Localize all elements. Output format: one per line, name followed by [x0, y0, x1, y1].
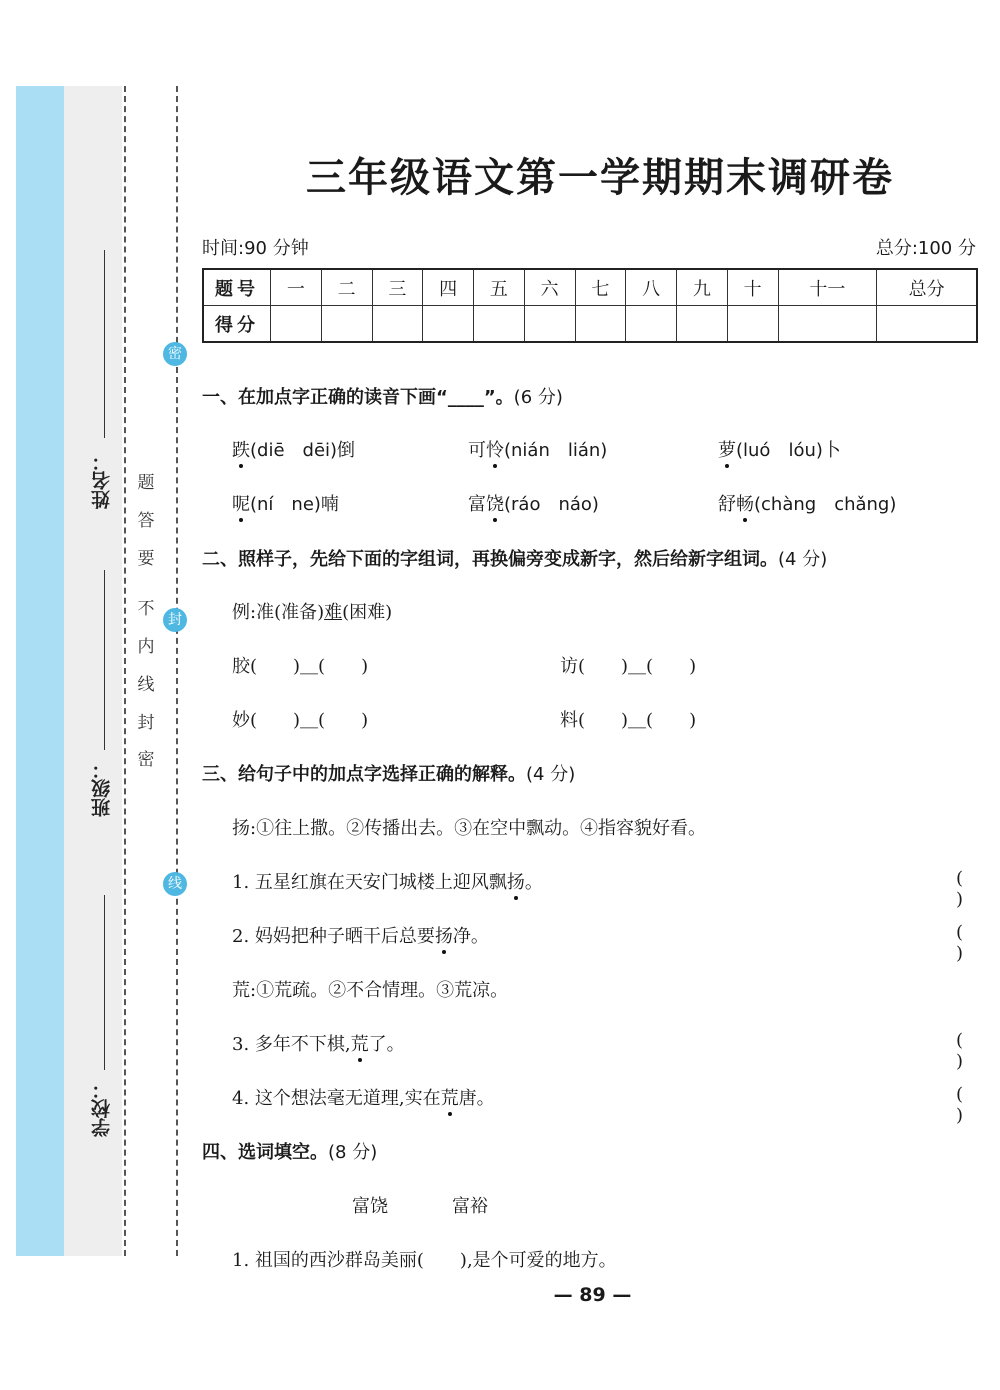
- dotted-char: 饶: [486, 494, 504, 515]
- score-cell[interactable]: [423, 306, 474, 343]
- name-blank: [104, 250, 105, 438]
- word-item[interactable]: 胶( )＿( ): [232, 656, 369, 677]
- column-head: 五: [474, 269, 525, 306]
- column-head: 十一: [778, 269, 877, 306]
- column-head: 六: [524, 269, 575, 306]
- column-head: 一: [271, 269, 322, 306]
- section-1-heading: [202, 383, 563, 409]
- class-label: 班级：: [91, 760, 113, 817]
- column-head: 三: [372, 269, 423, 306]
- section-points: (4 分): [526, 764, 576, 785]
- class-blank: [104, 570, 105, 750]
- answer-paren[interactable]: ( ): [956, 922, 976, 964]
- score-cell[interactable]: [372, 306, 423, 343]
- seal-word: 不: [137, 599, 155, 619]
- question[interactable]: 1. 祖国的西沙群岛美丽( ),是个可爱的地方。: [232, 1250, 617, 1271]
- column-head: 九: [677, 269, 728, 306]
- seal-mark-xian: 线: [163, 872, 187, 896]
- score-cell[interactable]: [677, 306, 728, 343]
- binding-strip-blue: [16, 86, 64, 1256]
- answer-paren[interactable]: ( ): [956, 1084, 976, 1126]
- dotted-char: 畅: [736, 494, 754, 515]
- underlined-char: 难: [324, 602, 343, 623]
- seal-mark-feng: 封: [163, 608, 187, 632]
- question: 1. 五星红旗在天安门城楼上迎风飘扬。: [232, 872, 543, 893]
- score-cell[interactable]: [524, 306, 575, 343]
- score-cell[interactable]: [474, 306, 525, 343]
- score-cell[interactable]: [271, 306, 322, 343]
- word-item[interactable]: 妙( )＿( ): [232, 710, 369, 731]
- dotted-char: 扬: [434, 926, 453, 947]
- exam-total: 总分:100 分: [875, 238, 976, 259]
- score-table-header-row: [203, 269, 977, 306]
- column-head: 二: [321, 269, 372, 306]
- section-points: (6 分): [513, 387, 563, 408]
- answer-paren[interactable]: ( ): [956, 868, 976, 910]
- school-label: 学校：: [91, 1080, 113, 1137]
- column-head: 七: [575, 269, 626, 306]
- pinyin-item: 可怜(nián lián): [468, 440, 608, 461]
- score-cell[interactable]: [575, 306, 626, 343]
- page-number: — 89 —: [553, 1284, 632, 1306]
- pinyin-item: 富饶(ráo náo): [468, 494, 599, 515]
- seal-word: 答: [137, 511, 155, 531]
- score-cell[interactable]: [877, 306, 977, 343]
- score-cell[interactable]: [321, 306, 372, 343]
- definition-line: 扬:①往上撒。②传播出去。③在空中飘动。④指容貌好看。: [232, 818, 707, 839]
- word-option: 富饶: [352, 1196, 388, 1217]
- section-title: 三、给句子中的加点字选择正确的解释。: [202, 764, 526, 785]
- pinyin-item: 萝(luó lóu)卜: [718, 440, 841, 461]
- section-4-heading: [202, 1138, 377, 1164]
- page-title: 三年级语文第一学期期末调研卷: [306, 154, 894, 201]
- section-2-heading: [202, 545, 827, 571]
- definition-line: 荒:①荒疏。②不合情理。③荒凉。: [232, 980, 509, 1001]
- example-line: 例:准(准备)难(困难): [232, 602, 393, 623]
- column-head: 总分: [877, 269, 977, 306]
- school-blank: [104, 895, 105, 1070]
- cut-line-right: [176, 86, 178, 1256]
- section-points: (4 分): [778, 549, 828, 570]
- score-table-score-row: [203, 306, 977, 343]
- dotted-char: 呢: [232, 494, 250, 515]
- score-cell[interactable]: [727, 306, 778, 343]
- word-option: 富裕: [452, 1196, 488, 1217]
- dotted-char: 怜: [486, 440, 504, 461]
- word-item[interactable]: 访( )＿( ): [560, 656, 697, 677]
- dotted-char: 荒: [440, 1088, 459, 1109]
- question: 2. 妈妈把种子晒干后总要扬净。: [232, 926, 489, 947]
- row-head: 题号: [203, 269, 271, 306]
- pinyin-item: 舒畅(chàng chǎng): [718, 494, 897, 515]
- column-head: 四: [423, 269, 474, 306]
- seal-word: 要: [137, 549, 155, 569]
- pinyin-item: 呢(ní ne)喃: [232, 494, 339, 515]
- word-item[interactable]: 料( )＿( ): [560, 710, 697, 731]
- seal-word: 线: [137, 675, 155, 695]
- score-cell[interactable]: [778, 306, 877, 343]
- dotted-char: 萝: [718, 440, 736, 461]
- score-table: [202, 268, 978, 343]
- seal-word: 密: [137, 750, 155, 770]
- dotted-char: 荒: [350, 1034, 369, 1055]
- seal-word: 题: [137, 473, 155, 493]
- section-title: 一、在加点字正确的读音下画“____”。: [202, 387, 514, 408]
- row-head: 得分: [203, 306, 271, 343]
- seal-word: 封: [137, 713, 155, 733]
- score-cell[interactable]: [626, 306, 677, 343]
- seal-mark-mi: 密: [163, 342, 187, 366]
- answer-paren[interactable]: ( ): [956, 1030, 976, 1072]
- dotted-char: 扬: [506, 872, 525, 893]
- column-head: 八: [626, 269, 677, 306]
- seal-word: 内: [137, 637, 155, 657]
- dotted-char: 跌: [232, 440, 250, 461]
- column-head: 十: [727, 269, 778, 306]
- exam-time: 时间:90 分钟: [202, 238, 309, 259]
- section-3-heading: [202, 760, 575, 786]
- section-title: 二、照样子，先给下面的字组词，再换偏旁变成新字，然后给新字组词。: [202, 549, 778, 570]
- section-points: (8 分): [328, 1142, 378, 1163]
- cut-line-left: [124, 86, 126, 1256]
- question: 3. 多年不下棋,荒了。: [232, 1034, 405, 1055]
- section-title: 四、选词填空。: [202, 1142, 328, 1163]
- question: 4. 这个想法毫无道理,实在荒唐。: [232, 1088, 495, 1109]
- name-label: 姓名：: [91, 452, 113, 509]
- pinyin-item: 跌(diē dēi)倒: [232, 440, 356, 461]
